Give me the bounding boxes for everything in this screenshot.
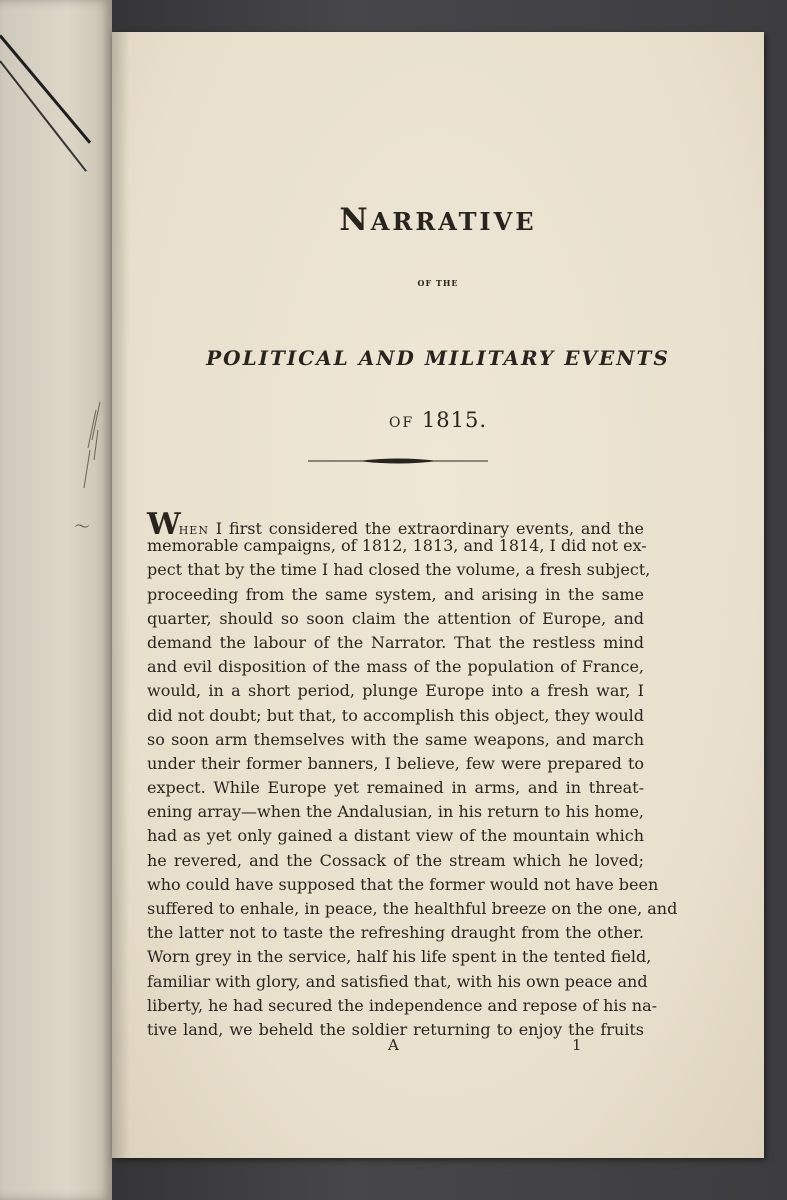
text-line: under their former banners, I believe, few were prepared to (147, 753, 644, 773)
text-line-content: I first considered the extraordinary events, and the (208, 519, 644, 538)
text-line: proceeding from the same system, and arising in the same (147, 584, 644, 604)
text-line: who could have supposed that the former would not have been (147, 874, 659, 894)
facing-page-edge (0, 0, 112, 1200)
ornamental-rule-icon (308, 456, 488, 466)
text-line: quarter, should so soon claim the attention of Europe, and (147, 608, 644, 628)
pencil-mark-icon: 〜 (74, 517, 91, 536)
text-line: would, in a short period, plunge Europe into a fresh war, I (147, 681, 644, 701)
page-subtitle: POLITICAL AND MILITARY EVENTS (206, 346, 670, 370)
text-line: Worn grey in the service, half his life spent in the tented field, (147, 947, 652, 967)
text-line: did not doubt; but that, to accomplish this object, they would (147, 705, 644, 725)
pencil-marks-icon (70, 400, 104, 490)
text-line: pect that by the time I had closed the volume, a fresh subject, (147, 560, 651, 580)
text-line: he revered, and the Cossack of the stream which he loved; (147, 850, 644, 870)
text-line: expect. While Europe yet remained in arms, and in threat- (147, 778, 644, 798)
text-line: memorable campaigns, of 1812, 1813, and 1814, I did not ex- (147, 536, 647, 556)
page-title (112, 202, 764, 238)
text-line: tive land, we beheld the soldier returning to enjoy the fruits (147, 1019, 644, 1039)
year-prefix: OF (388, 415, 415, 431)
page-gutter-shadow (112, 32, 130, 1158)
title-connector: OF THE (417, 278, 459, 288)
text-line: familiar with glory, and satisfied that, with his own peace and (147, 971, 648, 991)
text-line: so soon arm themselves with the same weapons, and march (147, 729, 644, 749)
facing-page-rule (0, 60, 87, 172)
text-line: ening array—when the Andalusian, in his return to his home, (147, 802, 644, 822)
text-line: demand the labour of the Narrator. That the restless mind (147, 632, 644, 652)
text-line: had as yet only gained a distant view of the mountain which (147, 826, 644, 846)
body-text (147, 507, 678, 1042)
text-line: and evil disposition of the mass of the population of France, (147, 657, 644, 677)
facing-page-rule (0, 35, 91, 144)
text-line (147, 507, 644, 542)
drop-cap: W (147, 507, 179, 542)
page-number: 1 (572, 1036, 582, 1054)
title-initial: N (339, 202, 371, 238)
book-page (112, 32, 764, 1158)
text-line: the latter not to taste the refreshing draught from the other. (147, 923, 644, 943)
signature-mark: A (388, 1036, 399, 1054)
year-value: 1815. (421, 408, 487, 432)
title-year (112, 408, 764, 432)
text-line: suffered to enhale, in peace, the healthful breeze on the one, and (147, 899, 678, 918)
text-line: liberty, he had secured the independence and repose of his na- (147, 995, 658, 1015)
title-rest: ARRATIVE (370, 207, 537, 236)
opening-smallcaps: HEN (178, 524, 209, 537)
